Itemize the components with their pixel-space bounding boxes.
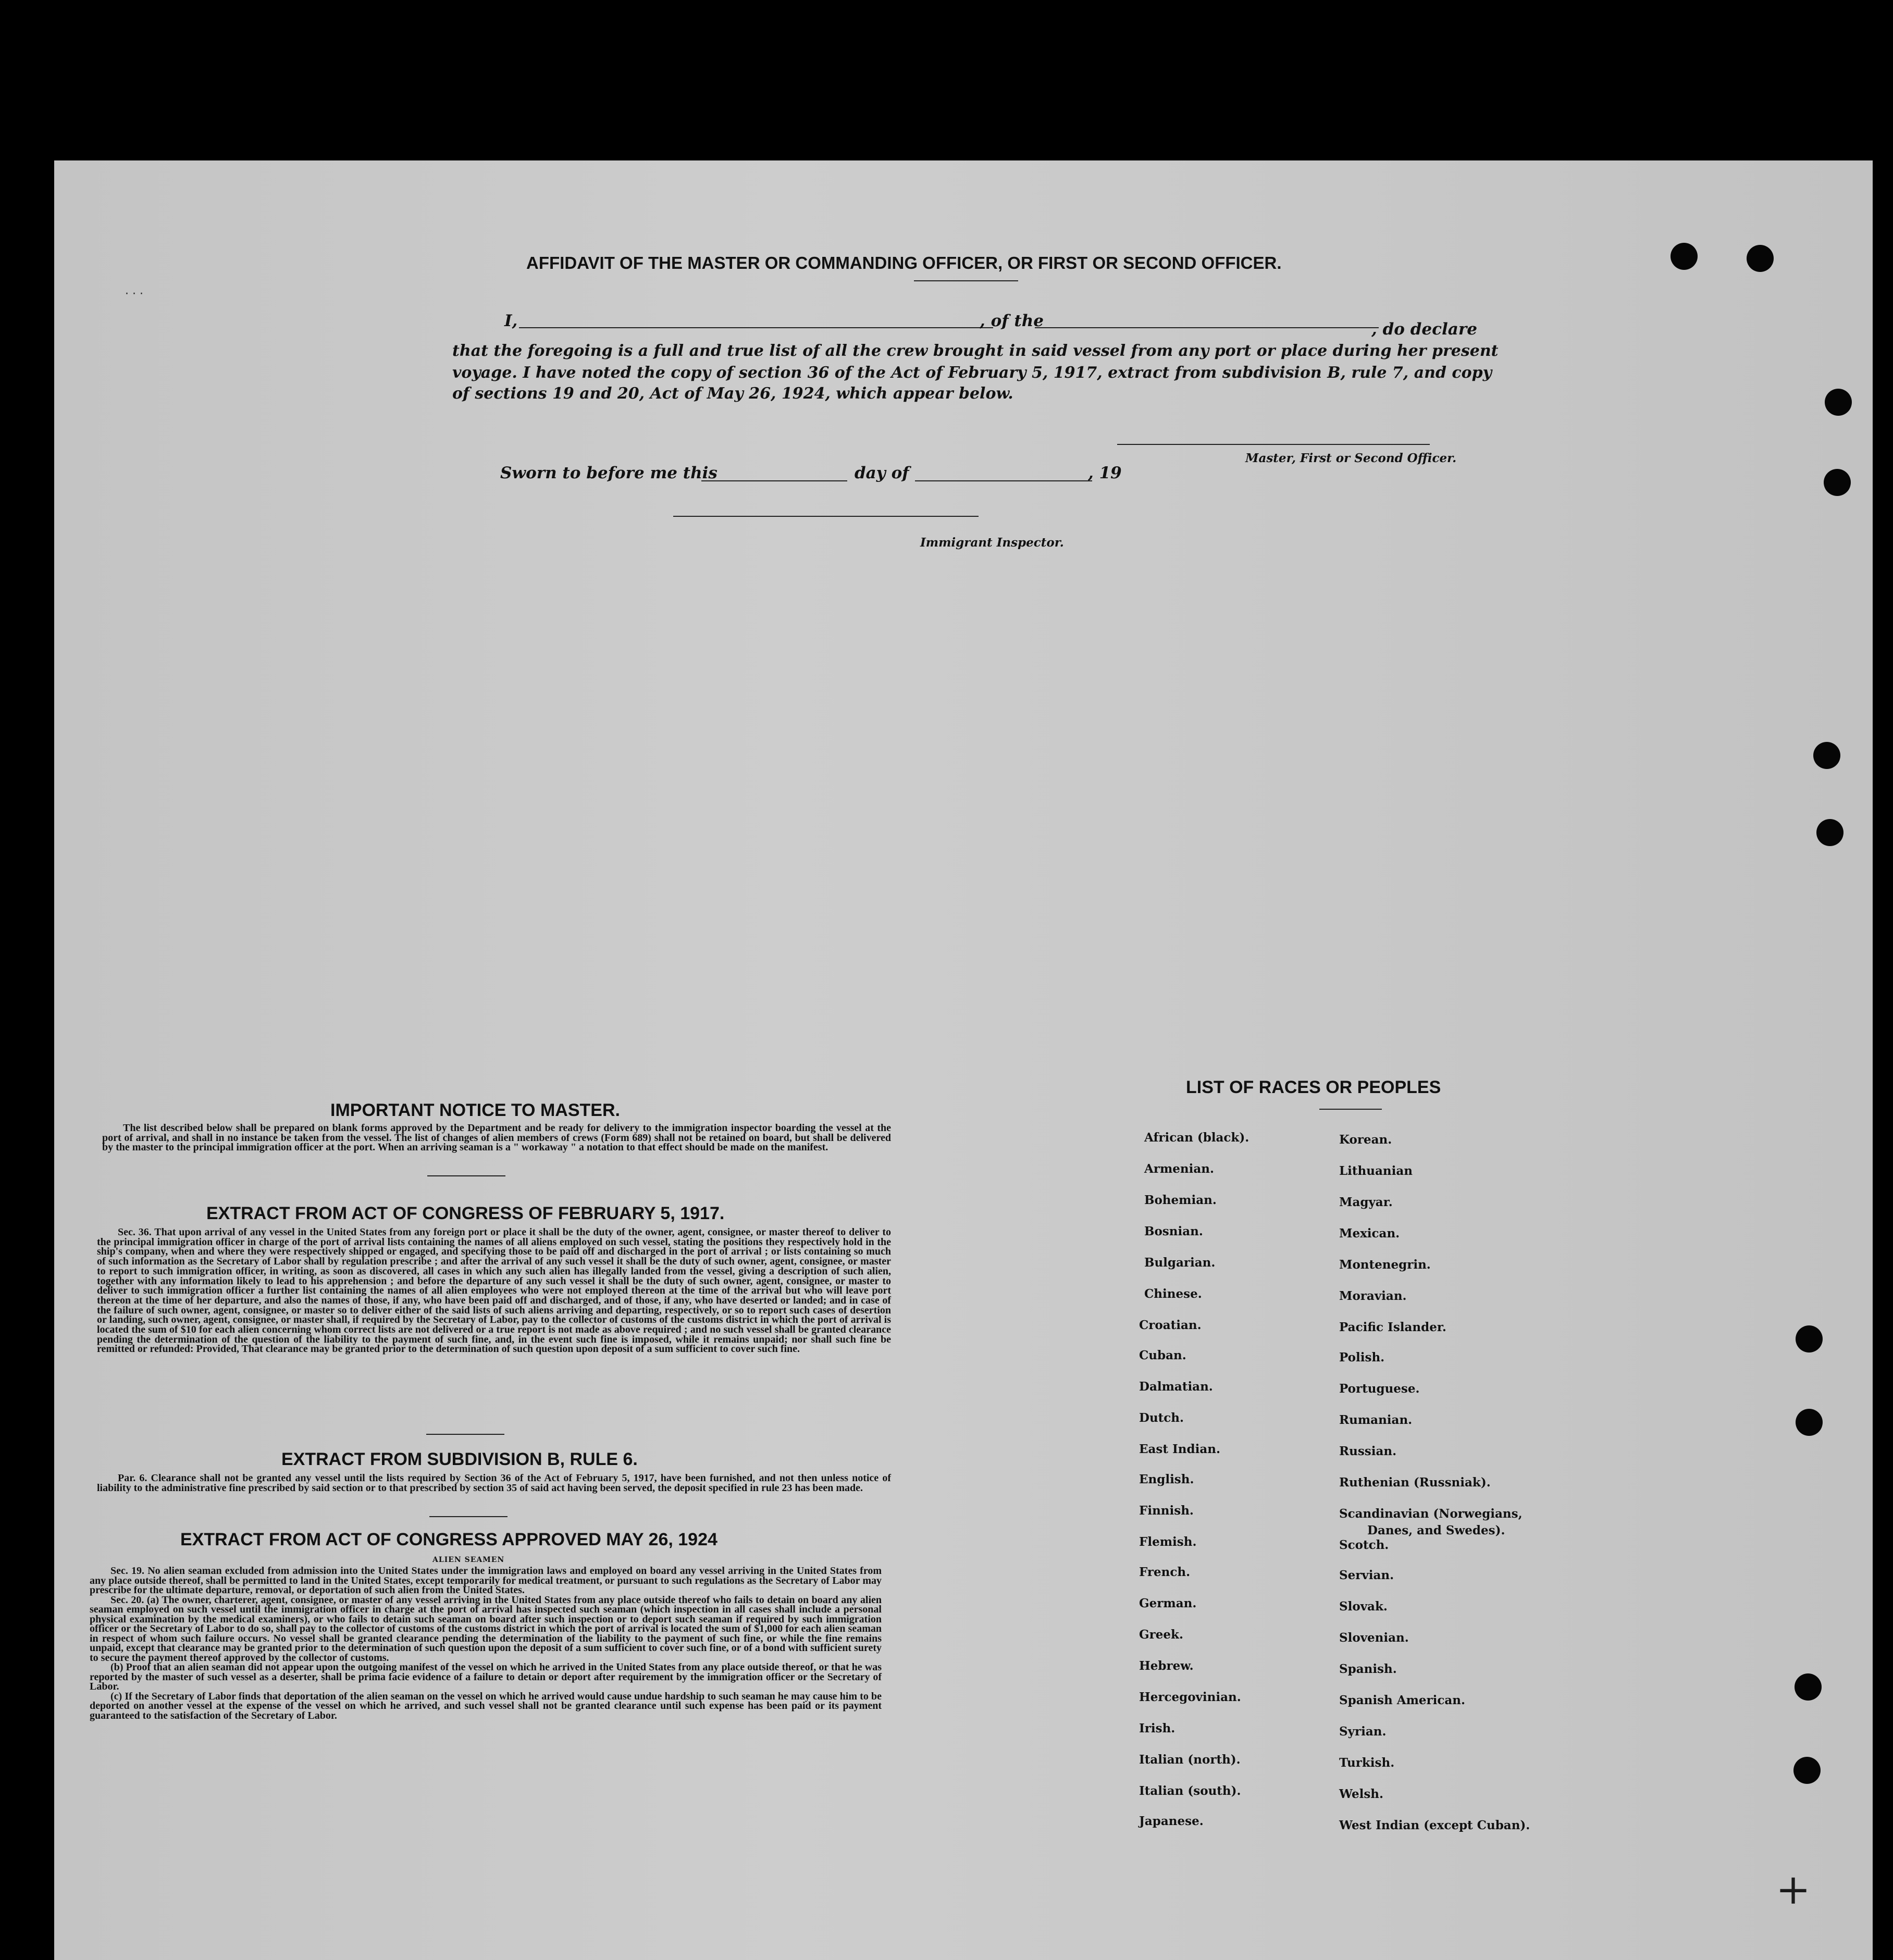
affidavit-body-1: that the foregoing is a full and true list of all the crew brought in said vessel from any port or place during her present	[452, 342, 1499, 360]
race-item: Portuguese.	[1339, 1382, 1420, 1396]
race-item: Danes, and Swedes).	[1367, 1523, 1505, 1537]
race-item: Slovenian.	[1339, 1631, 1409, 1645]
race-item: Moravian.	[1339, 1289, 1407, 1303]
affidavit-i: I,	[504, 312, 518, 330]
race-item: Italian (north).	[1139, 1753, 1241, 1767]
extract-1924-title: EXTRACT FROM ACT OF CONGRESS APPROVED MAY 26, 1924	[180, 1530, 717, 1549]
race-item: West Indian (except Cuban).	[1339, 1818, 1530, 1832]
race-item: Spanish American.	[1339, 1693, 1466, 1707]
race-item: English.	[1139, 1472, 1194, 1486]
race-item: Armenian.	[1144, 1162, 1215, 1176]
race-item: Syrian.	[1339, 1725, 1387, 1739]
punch-hole	[1671, 243, 1698, 270]
sec20b-text: (b) Proof that an alien seaman did not appear upon the outgoing manifest of the vessel on which he arrived in the United States from any place outside thereof, or that he was reported by the master of such vessel as a deserter, shall be prima facie evidence of a failure to detain or deport after requirement by the immigration officer or the Secretary of Labor.	[90, 1661, 882, 1692]
race-item: Turkish.	[1339, 1756, 1395, 1770]
races-title: LIST OF RACES OR PEOPLES	[1186, 1077, 1441, 1097]
signature-line[interactable]	[1117, 444, 1430, 445]
race-item: Servian.	[1339, 1568, 1394, 1582]
race-item: Lithuanian	[1339, 1164, 1413, 1178]
notice-section	[102, 1123, 891, 1152]
extract-1917-title: EXTRACT FROM ACT OF CONGRESS OF FEBRUARY 5, 1917.	[206, 1204, 725, 1223]
race-item: Russian.	[1339, 1444, 1397, 1458]
punch-hole	[1824, 469, 1851, 496]
race-item: Greek.	[1139, 1628, 1183, 1642]
punch-hole	[1747, 245, 1774, 272]
sec20a-text: Sec. 20. (a) The owner, charterer, agent, consignee, or master of any vessel arriving in the United States from any place outside thereof who fails to detain on board any alien seaman employed on such vessel until the immigration officer in charge at the port of arrival has inspected such seaman (which inspection in all cases shall include a personal physical examination by the medical examiners), or who fails to detain such seaman on board after such inspection or to deport such seaman if required by such immigration officer or the Secretary of Labor to do so, shall pay to the collector of customs of the customs district in which the port of arrival is located the sum of $1,000 for each alien seaman in respect of whom such failure occurs. No vessel shall be granted clearance pending the determination of the liability to the payment of such fine, or while the fine remains unpaid, except that clearance may be granted prior to the determination of such question upon the deposit of a sum sufficient to cover such fine, or of a bond with sufficient surety to secure the payment thereof approved by the collector of customs.	[90, 1594, 882, 1664]
affidavit-body-3: of sections 19 and 20, Act of May 26, 1924, which appear below.	[452, 384, 1013, 403]
divider	[914, 280, 1018, 281]
extract-rule6-section	[97, 1473, 891, 1493]
race-item: Montenegrin.	[1339, 1258, 1431, 1272]
race-item: Finnish.	[1139, 1504, 1194, 1518]
race-item: Magyar.	[1339, 1195, 1393, 1209]
race-item: Dalmatian.	[1139, 1380, 1213, 1394]
handwritten-mark: +	[1776, 1865, 1811, 1914]
race-item: Ruthenian (Russniak).	[1339, 1475, 1491, 1490]
race-item: Hercegovinian.	[1139, 1690, 1241, 1704]
affidavit-body-2: voyage. I have noted the copy of section 36 of the Act of February 5, 1917, extract from subdivision B, rule 7, and copy	[452, 364, 1492, 382]
punch-hole	[1825, 389, 1852, 416]
stray-mark: · · ·	[125, 288, 143, 301]
extract-rule6-text: Par. 6. Clearance shall not be granted any vessel until the lists required by Section 36 of the Act of February 5, 1917, have been furnished, and not then unless notice of liability to the administrative fine prescribed by said section or to that prescribed by section 35 of said act having been served, the deposit specified in rule 23 has been made.	[97, 1472, 891, 1494]
notice-text: The list described below shall be prepared on blank forms approved by the Department and be ready for delivery to the immigration inspector boarding the vessel at the port of arrival, and shall in no instance be taken from the vessel. The list of changes of alien members of crews (Form 689) shall not be retained on board, but shall be delivered by the master to the principal immigration officer at the port. When an arriving seaman is a " workaway " a notation to that effect should be made on the manifest.	[102, 1122, 891, 1153]
punch-hole	[1796, 1409, 1823, 1436]
race-item: Bulgarian.	[1144, 1256, 1216, 1270]
month-line[interactable]	[915, 480, 1092, 481]
race-item: Japanese.	[1139, 1814, 1204, 1828]
year-label: , 19	[1088, 464, 1122, 482]
race-item: Dutch.	[1139, 1411, 1184, 1425]
master-signature-label: Master, First or Second Officer.	[1245, 451, 1457, 465]
race-item: East Indian.	[1139, 1442, 1220, 1456]
divider	[1319, 1109, 1382, 1110]
extract-1917-text: Sec. 36. That upon arrival of any vessel in the United States from any foreign port or place it shall be the duty of the owner, agent, consignee, or master thereof to deliver to the principal immigration officer in charge of the port of arrival lists containing the names of all aliens employed on such vessel, stating the positions they respectively hold in the ship's company, when and where they were respectively shipped or engaged, and specifying those to be paid off and discharged in the port of arrival ; or lists containing so much of such information as the Secretary of Labor shall by regulation prescribe ; and after the arrival of any such vessel it shall be the duty of such owner, agent, consignee, or master to report to such immigration officer, in writing, as soon as discovered, all cases in which any such alien has illegally landed from the vessel, giving a description of such alien, together with any information likely to lead to his apprehension ; and before the departure of any such vessel it shall be the duty of such owner, agent, consignee, or master to deliver to such immigration officer a further list containing the names of all alien employees who were not employed thereon at the time of the arrival but who will leave port thereon at the time of her departure, and also the names of those, if any, who have been paid off and discharged, and of those, if any, who have deserted or landed; and in case of the failure of such owner, agent, consignee, or master so to deliver either of the said lists of such aliens arriving and departing, respectively, or so to report such cases of desertion or landing, such owner, agent, consignee, or master shall, if required by the Secretary of Labor, pay to the collector of customs of the customs district in which the port of arrival is located the sum of $10 for each alien concerning whom correct lists are not delivered or a true report is not made as above required ; and no such vessel shall be granted clearance pending the determination of the question of the liability to the payment of such fine, and, in the event such fine is imposed, while it remains unpaid; nor shall such fine be remitted or refunded: Provided, That clearance may be granted prior to the determination of such question upon deposit of a sum sufficient to cover such fine.	[97, 1226, 891, 1355]
race-item: Bosnian.	[1144, 1224, 1203, 1238]
race-item: Italian (south).	[1139, 1784, 1241, 1798]
race-item: Welsh.	[1339, 1787, 1384, 1801]
punch-hole	[1793, 1757, 1821, 1784]
race-item: Slovak.	[1339, 1599, 1388, 1614]
race-item: Spanish.	[1339, 1662, 1397, 1676]
affidavit-do-declare: , do declare	[1371, 320, 1477, 339]
divider	[427, 1175, 505, 1176]
punch-hole	[1796, 1325, 1823, 1353]
sec20c-text: (c) If the Secretary of Labor finds that deportation of the alien seaman on the vessel on which he arrived would cause undue hardship to such seaman he may cause him to be deported on another vessel at the expense of the vessel on which he arrived, and such vessel shall not be granted clearance until such expense has been paid or its payment guaranteed to the satisfaction of the Secretary of Labor.	[90, 1690, 882, 1721]
affidavit-title: AFFIDAVIT OF THE MASTER OR COMMANDING OFFICER, OR FIRST OR SECOND OFFICER.	[526, 253, 1282, 272]
extract-1924-section	[90, 1566, 882, 1720]
race-item: Flemish.	[1139, 1535, 1197, 1549]
name-line[interactable]	[519, 327, 993, 328]
extract-rule6-title: EXTRACT FROM SUBDIVISION B, RULE 6.	[281, 1449, 638, 1469]
punch-hole	[1813, 742, 1840, 769]
race-item: African (black).	[1144, 1131, 1249, 1145]
punch-hole	[1795, 1673, 1822, 1701]
divider	[429, 1516, 508, 1517]
sworn-day-line[interactable]	[701, 480, 847, 481]
day-of-label: day of	[855, 464, 909, 482]
inspector-label: Immigrant Inspector.	[920, 536, 1064, 550]
rank-line[interactable]	[1035, 327, 1379, 328]
race-item: Rumanian.	[1339, 1413, 1413, 1427]
race-item: Korean.	[1339, 1133, 1392, 1147]
race-item: Polish.	[1339, 1350, 1385, 1364]
race-item: Scandinavian (Norwegians,	[1339, 1507, 1523, 1521]
inspector-signature-line[interactable]	[673, 516, 979, 517]
race-item: Scotch.	[1339, 1538, 1389, 1552]
race-item: French.	[1139, 1565, 1191, 1579]
race-item: Hebrew.	[1139, 1659, 1194, 1673]
notice-title: IMPORTANT NOTICE TO MASTER.	[330, 1100, 620, 1120]
race-item: Bohemian.	[1144, 1193, 1217, 1207]
sworn-label: Sworn to before me this	[500, 464, 717, 482]
sec19-text: Sec. 19. No alien seaman excluded from admission into the United States under the immigration laws and employed on board any vessel arriving in the United States from any place outside thereof, shall be permitted to land in the United States, except temporarily for medical treatment, or pursuant to such regulations as the Secretary of Labor may prescribe for the ultimate departure, removal, or deportation of such alien from the United States.	[90, 1565, 882, 1596]
race-item: Pacific Islander.	[1339, 1320, 1446, 1334]
race-item: German.	[1139, 1596, 1197, 1610]
divider	[426, 1434, 504, 1435]
punch-hole	[1816, 819, 1843, 846]
race-item: Croatian.	[1139, 1318, 1202, 1332]
race-item: Mexican.	[1339, 1226, 1400, 1240]
race-item: Chinese.	[1144, 1287, 1202, 1301]
extract-1917-section	[97, 1227, 891, 1354]
alien-seamen-subtitle: ALIEN SEAMEN	[432, 1556, 505, 1564]
race-item: Irish.	[1139, 1721, 1176, 1735]
race-item: Cuban.	[1139, 1348, 1186, 1362]
affidavit-of-the: , of the	[980, 312, 1044, 330]
